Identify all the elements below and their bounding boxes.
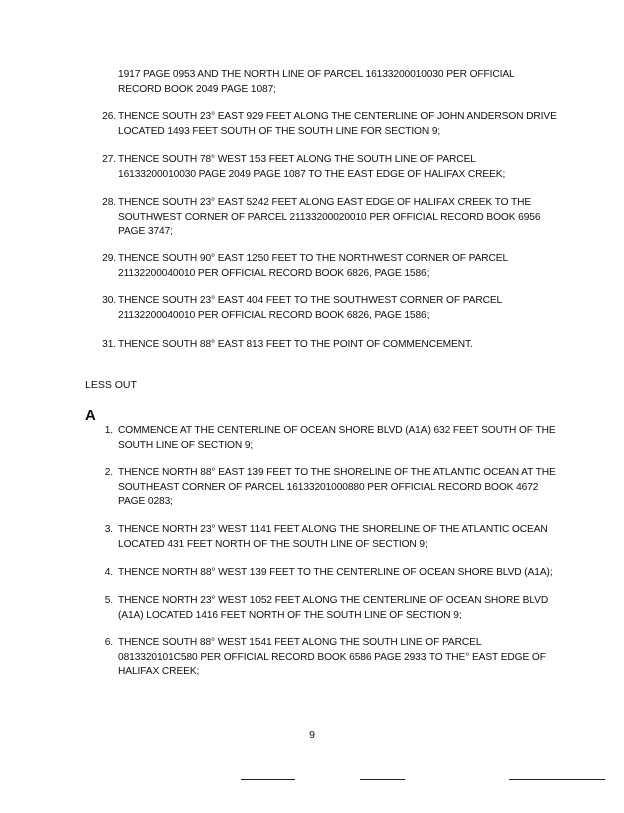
item-line: COMMENCE AT THE CENTERLINE OF OCEAN SHORE BLVD (A1A) 632 FEET SOUTH OF THE (118, 425, 556, 436)
item-line: THENCE SOUTH 88° WEST 1541 FEET ALONG THE SOUTH LINE OF PARCEL (118, 637, 482, 648)
initials-line (241, 779, 295, 780)
item-line: SOUTHEAST CORNER OF PARCEL 16133201000880 PER OFFICIAL RECORD BOOK 4672 (118, 481, 539, 493)
item-line: 21132200040010 PER OFFICIAL RECORD BOOK 6826, PAGE 1586; (118, 309, 430, 321)
item-number: 4. (104, 567, 113, 578)
item-number: 30. (102, 295, 116, 306)
item-line: SOUTHWEST CORNER OF PARCEL 21133200020010 PER OFFICIAL RECORD BOOK 6956 (118, 211, 541, 223)
item-line: PAGE 3747; (118, 226, 173, 237)
item-line: HALIFAX CREEK; (118, 666, 200, 677)
item-line: PAGE 0283; (118, 496, 173, 507)
section-a-label: A (85, 407, 96, 424)
item-line: THENCE NORTH 88° EAST 139 FEET TO THE SHORELINE OF THE ATLANTIC OCEAN AT THE (118, 467, 556, 478)
item-line: LOCATED 431 FEET NORTH OF THE SOUTH LINE OF SECTION 9; (118, 538, 428, 550)
item-line: THENCE NORTH 23° WEST 1052 FEET ALONG THE CENTERLINE OF OCEAN SHORE BLVD (118, 595, 549, 606)
item-number: 3. (104, 524, 113, 535)
less-out-heading: LESS OUT (85, 379, 137, 391)
page-number: 9 (309, 729, 315, 741)
item-line: 0813320101C580 PER OFFICIAL RECORD BOOK 6586 PAGE 2933 TO THE° EAST EDGE OF (118, 651, 546, 663)
item-number: 28. (102, 197, 116, 208)
item-line: THENCE SOUTH 90° EAST 1250 FEET TO THE NORTHWEST CORNER OF PARCEL (118, 253, 509, 264)
item-line: 16133200010030 PAGE 2049 PAGE 1087 TO THE EAST EDGE OF HALIFAX CREEK; (118, 168, 506, 180)
item-number: 1. (104, 425, 113, 436)
item-line: THENCE SOUTH 23° EAST 404 FEET TO THE SOUTHWEST CORNER OF PARCEL (118, 295, 503, 306)
initials-line (509, 779, 605, 780)
item-number: 6. (104, 637, 113, 648)
continued-line: RECORD BOOK 2049 PAGE 1087; (118, 83, 276, 95)
item-line: SOUTH LINE OF SECTION 9; (118, 439, 254, 451)
item-line: THENCE SOUTH 23° EAST 929 FEET ALONG THE CENTERLINE OF JOHN ANDERSON DRIVE (118, 111, 557, 122)
item-line: 21132200040010 PER OFFICIAL RECORD BOOK 6826, PAGE 1586; (118, 267, 430, 279)
item-number: 26. (102, 111, 116, 122)
item-line: THENCE SOUTH 88° EAST 813 FEET TO THE POINT OF COMMENCEMENT. (118, 339, 473, 350)
item-number: 31. (102, 339, 116, 350)
item-number: 29. (102, 253, 116, 264)
item-line: THENCE NORTH 23° WEST 1141 FEET ALONG THE SHORELINE OF THE ATLANTIC OCEAN (118, 524, 548, 535)
item-number: 27. (102, 154, 116, 165)
item-number: 5. (104, 595, 113, 606)
continued-line: 1917 PAGE 0953 AND THE NORTH LINE OF PARCEL 16133200010030 PER OFFICIAL (118, 69, 515, 80)
item-line: LOCATED 1493 FEET SOUTH OF THE SOUTH LINE FOR SECTION 9; (118, 125, 441, 137)
item-line: THENCE SOUTH 78° WEST 153 FEET ALONG THE SOUTH LINE OF PARCEL (118, 154, 476, 165)
item-line: THENCE SOUTH 23° EAST 5242 FEET ALONG EAST EDGE OF HALIFAX CREEK TO THE (118, 197, 532, 208)
item-line: THENCE NORTH 88° WEST 139 FEET TO THE CENTERLINE OF OCEAN SHORE BLVD (A1A); (118, 567, 553, 578)
initials-line (360, 779, 405, 780)
item-number: 2. (104, 467, 113, 478)
item-line: (A1A) LOCATED 1416 FEET NORTH OF THE SOUTH LINE OF SECTION 9; (118, 609, 462, 621)
